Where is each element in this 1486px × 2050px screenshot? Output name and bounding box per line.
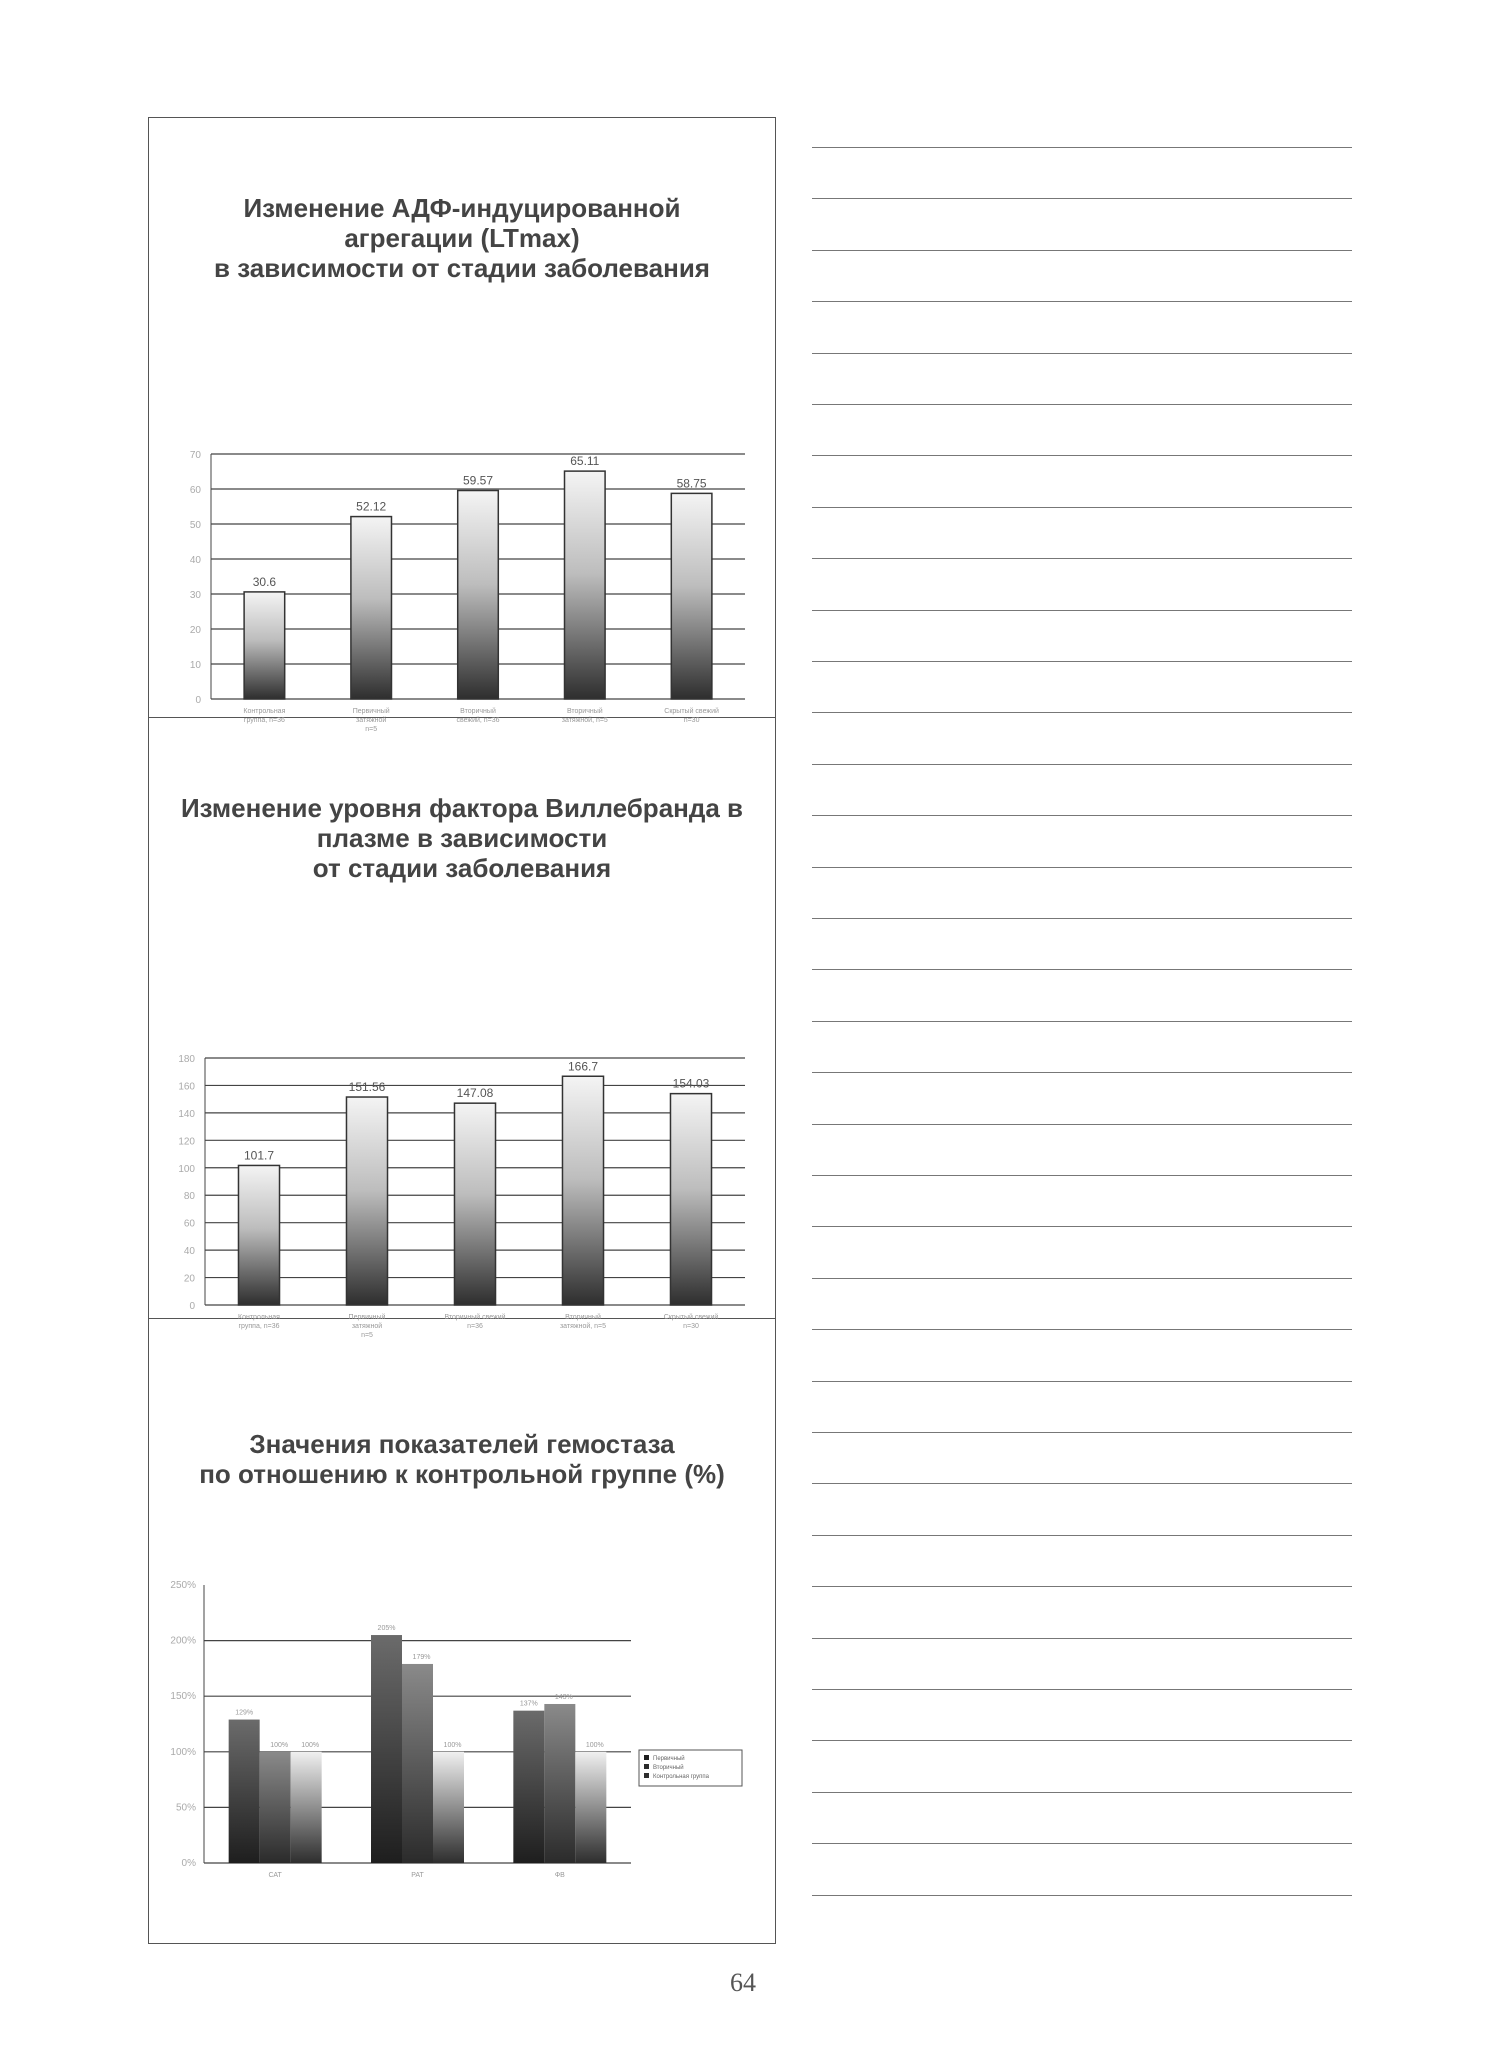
data-label: 166.7 <box>567 1059 599 1074</box>
category-label-line: Вторичный <box>566 708 603 715</box>
note-line <box>812 147 1352 148</box>
y-tick-label: 60 <box>189 485 201 496</box>
y-tick-label: 50 <box>189 520 201 531</box>
data-label: 100% <box>443 1741 462 1749</box>
category-label-line: Первичный <box>352 708 390 715</box>
bar <box>291 1752 322 1863</box>
legend-entry: Вторичный <box>653 1765 684 1771</box>
note-line <box>812 198 1352 199</box>
y-tick-label: 0% <box>181 1858 196 1869</box>
category-label-line: затяжной, n=5 <box>559 1323 607 1330</box>
data-label: 179% <box>412 1653 431 1661</box>
category-label-line: затяжной <box>351 1323 383 1330</box>
note-line <box>812 1278 1352 1279</box>
category-label-line: Вторичный свежий <box>444 1314 506 1321</box>
note-line <box>812 1638 1352 1639</box>
y-tick-label: 60 <box>183 1218 195 1230</box>
bar <box>229 1720 260 1863</box>
hemostasis-indicators-chart <box>149 1519 777 1945</box>
note-line <box>812 661 1352 662</box>
y-tick-label: 10 <box>189 660 201 671</box>
legend-swatch <box>644 1755 649 1760</box>
category-label-line: затяжной, n=5 <box>561 717 608 724</box>
note-line <box>812 301 1352 302</box>
legend-swatch <box>644 1773 649 1778</box>
data-label: 205% <box>377 1625 396 1633</box>
data-label: 30.6 <box>252 574 277 589</box>
category-label-line: Скрытый свежий <box>663 1314 719 1321</box>
bar <box>562 1076 603 1305</box>
y-tick-label: 30 <box>189 590 201 601</box>
category-label-line: n=36 <box>467 1323 483 1330</box>
y-tick-label: 120 <box>178 1136 195 1148</box>
chart-title: Изменение АДФ-индуцированной агрегации (LTmax) в зависимости от стадии заболевания <box>214 193 710 283</box>
bar <box>244 592 285 699</box>
note-line <box>812 867 1352 868</box>
note-line <box>812 815 1352 816</box>
legend-swatch <box>644 1764 649 1769</box>
bar <box>454 1103 495 1305</box>
chart-title: Изменение уровня фактора Виллебранда в плазме в зависимости от стадии заболевания <box>180 793 744 883</box>
data-label: 100% <box>301 1741 320 1749</box>
adp-aggregation-chart <box>149 318 777 733</box>
data-label: 58.75 <box>676 476 707 491</box>
note-line <box>812 712 1352 713</box>
y-tick-label: 20 <box>189 625 201 636</box>
y-tick-label: 100 <box>178 1163 195 1175</box>
category-label: РАТ <box>411 1872 424 1879</box>
y-tick-label: 0 <box>195 695 201 706</box>
y-tick-label: 0 <box>189 1301 195 1312</box>
note-line <box>812 610 1352 611</box>
page-number: 64 <box>730 1968 756 1997</box>
category-label-line: Вторичный <box>565 1314 601 1321</box>
note-line <box>812 455 1352 456</box>
category-label-line: Контрольная <box>238 1314 280 1321</box>
bar <box>260 1752 291 1863</box>
note-line <box>812 1535 1352 1536</box>
note-line <box>812 764 1352 765</box>
note-line <box>812 1895 1352 1896</box>
y-tick-label: 200% <box>170 1635 196 1647</box>
category-label-line: Первичный <box>348 1314 386 1321</box>
bar <box>433 1752 464 1863</box>
legend-entry: Первичный <box>653 1756 685 1762</box>
category-label: ФВ <box>554 1872 565 1879</box>
note-line <box>812 1740 1352 1741</box>
note-line <box>812 1329 1352 1330</box>
chart-title: Значения показателей гемостаза по отношению к контрольной группе (%) <box>199 1429 725 1489</box>
note-line <box>812 969 1352 970</box>
y-tick-label: 40 <box>183 1246 195 1258</box>
category-label-line: n=30 <box>683 717 700 724</box>
bar <box>670 1094 711 1305</box>
bar <box>351 517 392 699</box>
y-tick-label: 150% <box>170 1691 196 1703</box>
slide-hemostasis-indicators <box>149 1319 775 1945</box>
data-label: 151.56 <box>348 1080 386 1095</box>
y-tick-label: 40 <box>189 555 201 566</box>
category-label-line: n=30 <box>683 1323 699 1330</box>
y-tick-label: 140 <box>178 1108 195 1120</box>
bar <box>575 1752 606 1863</box>
note-line <box>812 1483 1352 1484</box>
y-tick-label: 160 <box>178 1081 195 1093</box>
legend-entry: Контрольная группа <box>653 1774 709 1780</box>
note-line <box>812 1021 1352 1022</box>
data-label: 65.11 <box>570 454 600 469</box>
note-line <box>812 1432 1352 1433</box>
category-label-line: Скрытый свежий <box>664 708 719 715</box>
y-tick-label: 70 <box>189 450 201 461</box>
category-label-line: свежий, n=36 <box>456 717 500 724</box>
bar <box>565 471 606 699</box>
y-tick-label: 20 <box>183 1273 195 1285</box>
bar <box>458 491 499 699</box>
data-label: 59.57 <box>462 473 494 488</box>
category-label-line: группа, n=36 <box>238 1323 280 1330</box>
note-line <box>812 1072 1352 1073</box>
note-line <box>812 1381 1352 1382</box>
data-label: 100% <box>270 1741 289 1749</box>
data-label: 137% <box>519 1700 538 1708</box>
note-line <box>812 918 1352 919</box>
data-label: 143% <box>554 1693 573 1701</box>
note-line <box>812 507 1352 508</box>
y-tick-label: 250% <box>170 1580 196 1591</box>
note-line <box>812 1175 1352 1176</box>
bar <box>544 1704 575 1863</box>
data-label: 101.7 <box>243 1148 275 1163</box>
note-line <box>812 1226 1352 1227</box>
note-line <box>812 1586 1352 1587</box>
note-line <box>812 1124 1352 1125</box>
note-line <box>812 1792 1352 1793</box>
bar <box>671 493 712 699</box>
note-line <box>812 1843 1352 1844</box>
category-label-line: группа, n=36 <box>243 717 285 724</box>
category-label-line: Вторичный <box>460 708 496 715</box>
data-label: 147.08 <box>456 1086 494 1101</box>
data-label: 129% <box>235 1709 254 1717</box>
y-tick-label: 80 <box>183 1191 195 1203</box>
slide-willebrand-factor <box>149 718 775 1339</box>
note-line <box>812 558 1352 559</box>
bar <box>513 1711 544 1863</box>
category-label-line: Контрольная <box>243 708 286 715</box>
note-line <box>812 1689 1352 1690</box>
notes-lines <box>812 0 1352 2050</box>
bar <box>402 1664 433 1863</box>
category-label-line: n=5 <box>361 1332 373 1339</box>
willebrand-factor-chart <box>149 918 777 1339</box>
category-label: САТ <box>268 1872 282 1879</box>
bar <box>346 1097 387 1305</box>
category-label-line: затяжной <box>356 717 387 724</box>
slides-panel <box>148 117 776 1944</box>
data-label: 52.12 <box>356 499 387 514</box>
category-label-line: n=5 <box>365 726 378 733</box>
y-tick-label: 180 <box>178 1054 195 1065</box>
note-line <box>812 250 1352 251</box>
slide-adp-aggregation <box>149 118 775 733</box>
note-line <box>812 353 1352 354</box>
data-label: 154.03 <box>672 1076 710 1091</box>
bar <box>238 1165 279 1305</box>
y-tick-label: 100% <box>170 1746 196 1758</box>
data-label: 100% <box>585 1741 604 1749</box>
bar <box>371 1635 402 1863</box>
y-tick-label: 50% <box>175 1802 196 1814</box>
note-line <box>812 404 1352 405</box>
